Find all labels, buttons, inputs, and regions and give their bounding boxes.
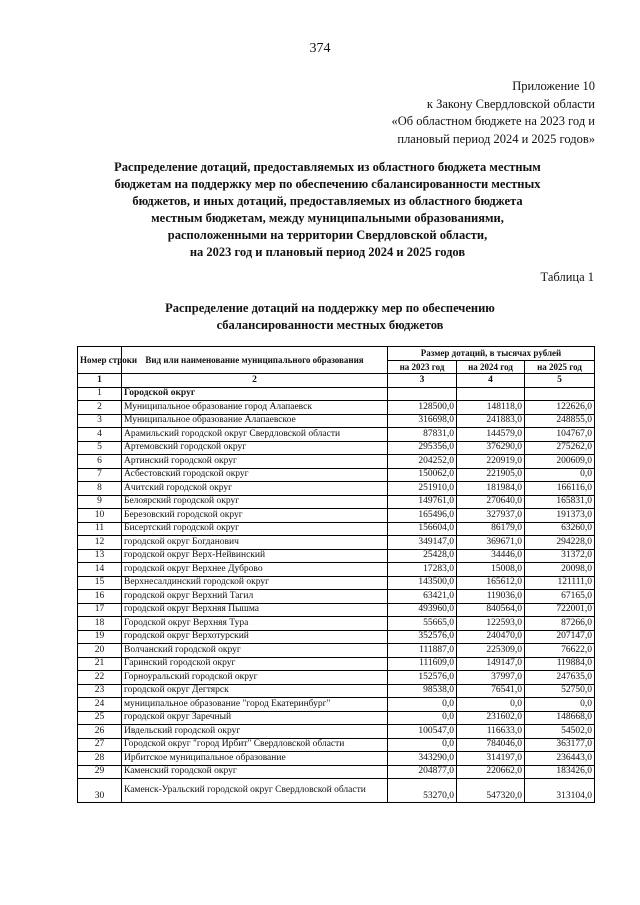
row-number: 6 — [78, 455, 122, 469]
row-name: Городской округ "город Ирбит" Свердловской области — [122, 738, 388, 752]
value-2023: 111609,0 — [388, 657, 457, 671]
value-2025: 31372,0 — [525, 549, 595, 563]
value-2024: 270640,0 — [457, 495, 525, 509]
value-2023: 25428,0 — [388, 549, 457, 563]
value-2025: 183426,0 — [525, 765, 595, 779]
row-number: 7 — [78, 468, 122, 482]
value-2025: 122626,0 — [525, 401, 595, 415]
header-row-number: Номер строки — [78, 347, 122, 374]
value-2024: 231602,0 — [457, 711, 525, 725]
table-title — [120, 300, 540, 334]
row-name: Арамильский городской округ Свердловской области — [122, 428, 388, 442]
row-number: 8 — [78, 482, 122, 496]
value-2023: 100547,0 — [388, 725, 457, 739]
title-line: на 2023 год и плановый период 2024 и 2025 годов — [189, 245, 466, 259]
value-2023: 63421,0 — [388, 590, 457, 604]
value-2023: 0,0 — [388, 711, 457, 725]
value-2023: 251910,0 — [388, 482, 457, 496]
table-row — [78, 644, 595, 658]
row-number: 22 — [78, 671, 122, 685]
row-number: 12 — [78, 536, 122, 550]
row-number: 24 — [78, 698, 122, 712]
row-name: Артемовский городской округ — [122, 441, 388, 455]
header-2024: на 2024 год — [457, 360, 525, 374]
value-2025: 54502,0 — [525, 725, 595, 739]
value-2023: 0,0 — [388, 738, 457, 752]
column-number: 3 — [388, 374, 457, 388]
value-2023: 349147,0 — [388, 536, 457, 550]
value-2024: 376290,0 — [457, 441, 525, 455]
value-2023: 152576,0 — [388, 671, 457, 685]
table-row — [78, 657, 595, 671]
table-row — [78, 671, 595, 685]
value-2024: 15008,0 — [457, 563, 525, 577]
appendix-line: к Закону Свердловской области — [426, 96, 595, 111]
table-title-line: сбалансированности местных бюджетов — [216, 318, 444, 332]
title-line: Распределение дотаций, предоставляемых из областного бюджета местным — [114, 160, 541, 174]
budget-table — [77, 346, 595, 803]
value-2023: 343290,0 — [388, 752, 457, 766]
page-number: 374 — [309, 41, 331, 56]
value-2025 — [525, 387, 595, 401]
value-2025: 247635,0 — [525, 671, 595, 685]
title-line: бюджетов, и иных дотаций, предоставляемых из областного бюджета — [132, 194, 523, 208]
table-row — [78, 563, 595, 577]
row-number: 18 — [78, 617, 122, 631]
value-2024: 0,0 — [457, 698, 525, 712]
table-row — [78, 617, 595, 631]
table-row — [78, 509, 595, 523]
value-2023: 156604,0 — [388, 522, 457, 536]
table-row — [78, 711, 595, 725]
row-name: городской округ Верхотурский — [122, 630, 388, 644]
value-2025: 191373,0 — [525, 509, 595, 523]
value-2024: 144579,0 — [457, 428, 525, 442]
row-number: 25 — [78, 711, 122, 725]
table-row — [78, 738, 595, 752]
value-2025: 119884,0 — [525, 657, 595, 671]
row-number: 23 — [78, 684, 122, 698]
row-name: Асбестовский городской округ — [122, 468, 388, 482]
row-name: Артинский городской округ — [122, 455, 388, 469]
row-name: муниципальное образование "город Екатеринбург" — [122, 698, 388, 712]
table-row — [78, 725, 595, 739]
row-name: городской округ Богданович — [122, 536, 388, 550]
value-2023: 352576,0 — [388, 630, 457, 644]
row-number: 30 — [78, 779, 122, 803]
value-2023: 128500,0 — [388, 401, 457, 415]
value-2024: 34446,0 — [457, 549, 525, 563]
column-number: 2 — [122, 374, 388, 388]
row-name: Бисертский городской округ — [122, 522, 388, 536]
table-row — [78, 576, 595, 590]
table-row — [78, 752, 595, 766]
value-2023: 98538,0 — [388, 684, 457, 698]
value-2023: 53270,0 — [388, 779, 457, 803]
row-number: 15 — [78, 576, 122, 590]
row-number: 16 — [78, 590, 122, 604]
value-2024: 165612,0 — [457, 576, 525, 590]
row-number: 13 — [78, 549, 122, 563]
value-2024: 116633,0 — [457, 725, 525, 739]
row-name: Березовский городской округ — [122, 509, 388, 523]
table-row — [78, 468, 595, 482]
value-2024: 241883,0 — [457, 414, 525, 428]
row-name: Белоярский городской округ — [122, 495, 388, 509]
row-name: Городской округ — [122, 387, 388, 401]
table-title-line: Распределение дотаций на поддержку мер по обеспечению — [165, 301, 495, 315]
value-2025: 121111,0 — [525, 576, 595, 590]
value-2023: 150062,0 — [388, 468, 457, 482]
value-2025: 0,0 — [525, 698, 595, 712]
value-2024: 37997,0 — [457, 671, 525, 685]
row-number: 10 — [78, 509, 122, 523]
row-number: 2 — [78, 401, 122, 415]
value-2025: 148668,0 — [525, 711, 595, 725]
table-row — [78, 603, 595, 617]
table-row — [78, 779, 595, 803]
header-2025: на 2025 год — [525, 360, 595, 374]
value-2024: 149147,0 — [457, 657, 525, 671]
row-name: Волчанский городской округ — [122, 644, 388, 658]
row-name: городской округ Верхний Тагил — [122, 590, 388, 604]
value-2025: 294228,0 — [525, 536, 595, 550]
value-2024: 220919,0 — [457, 455, 525, 469]
title-line: расположенными на территории Свердловской области, — [167, 228, 488, 242]
value-2023: 17283,0 — [388, 563, 457, 577]
value-2023: 143500,0 — [388, 576, 457, 590]
value-2025: 87266,0 — [525, 617, 595, 631]
table-row — [78, 495, 595, 509]
value-2024: 840564,0 — [457, 603, 525, 617]
row-name: Муниципальное образование Алапаевское — [122, 414, 388, 428]
title-line: местным бюджетам, между муниципальными образованиями, — [151, 211, 504, 225]
row-name: Ивдельский городской округ — [122, 725, 388, 739]
table-row — [78, 387, 595, 401]
row-name: городской округ Верх-Нейвинский — [122, 549, 388, 563]
header-name: Вид или наименование муниципального образования — [122, 347, 388, 374]
value-2025: 313104,0 — [525, 779, 595, 803]
row-number: 20 — [78, 644, 122, 658]
table-number: Таблица 1 — [540, 270, 594, 284]
table-row — [78, 684, 595, 698]
document-title — [80, 159, 575, 261]
table-row — [78, 698, 595, 712]
value-2023: 316698,0 — [388, 414, 457, 428]
table-row — [78, 414, 595, 428]
appendix-line: Приложение 10 — [512, 79, 595, 93]
value-2025: 0,0 — [525, 468, 595, 482]
row-name: Каменск-Уральский городской округ Свердловской области — [122, 779, 388, 803]
row-number: 3 — [78, 414, 122, 428]
row-name: Гаринский городской округ — [122, 657, 388, 671]
value-2023: 111887,0 — [388, 644, 457, 658]
value-2024 — [457, 387, 525, 401]
table-row — [78, 630, 595, 644]
appendix-line: плановый период 2024 и 2025 годов» — [397, 131, 595, 146]
value-2023: 87831,0 — [388, 428, 457, 442]
value-2025: 363177,0 — [525, 738, 595, 752]
row-name: городской округ Верхнее Дуброво — [122, 563, 388, 577]
row-number: 9 — [78, 495, 122, 509]
table-row — [78, 549, 595, 563]
table-row — [78, 428, 595, 442]
row-name: городской округ Дегтярск — [122, 684, 388, 698]
value-2025: 275262,0 — [525, 441, 595, 455]
row-name: Ачитский городской округ — [122, 482, 388, 496]
table-row — [78, 401, 595, 415]
value-2023: 493960,0 — [388, 603, 457, 617]
table-row — [78, 482, 595, 496]
value-2024: 221905,0 — [457, 468, 525, 482]
value-2024: 327937,0 — [457, 509, 525, 523]
row-number: 29 — [78, 765, 122, 779]
value-2025: 52750,0 — [525, 684, 595, 698]
row-number: 19 — [78, 630, 122, 644]
value-2023: 55665,0 — [388, 617, 457, 631]
value-2024: 220662,0 — [457, 765, 525, 779]
value-2024: 119036,0 — [457, 590, 525, 604]
row-number: 5 — [78, 441, 122, 455]
title-line: бюджетам на поддержку мер по обеспечению сбалансированности местных — [114, 177, 541, 191]
value-2025: 722001,0 — [525, 603, 595, 617]
value-2023: 204252,0 — [388, 455, 457, 469]
value-2025: 236443,0 — [525, 752, 595, 766]
value-2024: 314197,0 — [457, 752, 525, 766]
table-row — [78, 536, 595, 550]
value-2024: 225309,0 — [457, 644, 525, 658]
column-numbers-row — [78, 374, 595, 388]
row-number: 21 — [78, 657, 122, 671]
table-row — [78, 765, 595, 779]
value-2023 — [388, 387, 457, 401]
row-name: Городской округ Верхняя Тура — [122, 617, 388, 631]
value-2024: 181984,0 — [457, 482, 525, 496]
value-2023: 165496,0 — [388, 509, 457, 523]
row-name: Ирбитское муниципальное образование — [122, 752, 388, 766]
row-number: 17 — [78, 603, 122, 617]
value-2025: 165831,0 — [525, 495, 595, 509]
row-name: городской округ Верхняя Пышма — [122, 603, 388, 617]
value-2024: 148118,0 — [457, 401, 525, 415]
table-row — [78, 522, 595, 536]
value-2023: 0,0 — [388, 698, 457, 712]
value-2024: 369671,0 — [457, 536, 525, 550]
value-2025: 166116,0 — [525, 482, 595, 496]
row-name: Горноуральский городской округ — [122, 671, 388, 685]
value-2023: 149761,0 — [388, 495, 457, 509]
row-name: Муниципальное образование город Алапаевск — [122, 401, 388, 415]
column-number: 1 — [78, 374, 122, 388]
row-number: 27 — [78, 738, 122, 752]
value-2024: 240470,0 — [457, 630, 525, 644]
value-2025: 76622,0 — [525, 644, 595, 658]
value-2025: 200609,0 — [525, 455, 595, 469]
header-2023: на 2023 год — [388, 360, 457, 374]
table-row — [78, 455, 595, 469]
row-number: 26 — [78, 725, 122, 739]
value-2025: 20098,0 — [525, 563, 595, 577]
value-2025: 248855,0 — [525, 414, 595, 428]
value-2024: 122593,0 — [457, 617, 525, 631]
value-2025: 67165,0 — [525, 590, 595, 604]
column-number: 4 — [457, 374, 525, 388]
column-number: 5 — [525, 374, 595, 388]
header-amount: Размер дотаций, в тысячах рублей — [388, 347, 595, 361]
appendix-line: «Об областном бюджете на 2023 год и — [391, 114, 595, 128]
row-name: Верхнесалдинский городской округ — [122, 576, 388, 590]
value-2024: 547320,0 — [457, 779, 525, 803]
value-2023: 204877,0 — [388, 765, 457, 779]
row-name: Каменский городской округ — [122, 765, 388, 779]
value-2024: 76541,0 — [457, 684, 525, 698]
value-2025: 63260,0 — [525, 522, 595, 536]
row-number: 14 — [78, 563, 122, 577]
row-number: 4 — [78, 428, 122, 442]
appendix-block — [295, 78, 595, 148]
table-body — [78, 374, 595, 803]
row-name: городской округ Заречный — [122, 711, 388, 725]
row-number: 28 — [78, 752, 122, 766]
row-number: 11 — [78, 522, 122, 536]
row-number: 1 — [78, 387, 122, 401]
table-row — [78, 441, 595, 455]
value-2024: 784046,0 — [457, 738, 525, 752]
value-2025: 207147,0 — [525, 630, 595, 644]
table-row — [78, 590, 595, 604]
value-2024: 86179,0 — [457, 522, 525, 536]
value-2023: 295356,0 — [388, 441, 457, 455]
value-2025: 104767,0 — [525, 428, 595, 442]
